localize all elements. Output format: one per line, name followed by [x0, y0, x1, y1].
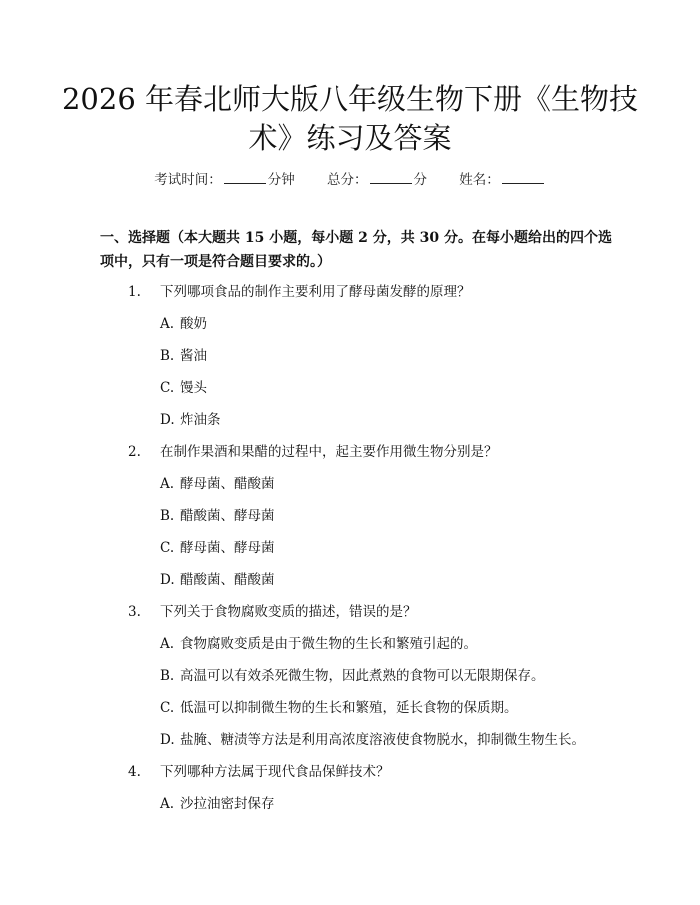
option-letter: B.: [160, 668, 175, 684]
question-number: 3.: [128, 604, 141, 620]
question-text: 在制作果酒和果醋的过程中，起主要作用微生物分别是？: [160, 444, 498, 460]
option-letter: A.: [160, 636, 175, 652]
question-1: [0, 276, 700, 308]
section-heading: 一、选择题（本大题共 15 小题，每小题 2 分，共 30 分。在每小题给出的四个选项中，只有一项是符合题目要求的。）: [100, 230, 612, 270]
option-text: 酵母菌、酵母菌: [180, 540, 275, 556]
question-text: 下列哪项食品的制作主要利用了酵母菌发酵的原理？: [160, 284, 471, 300]
name-label: 姓名：: [459, 172, 500, 188]
option-letter: D.: [160, 412, 175, 428]
answer-option: [0, 340, 700, 372]
option-letter: C.: [160, 380, 175, 396]
title-line-1: 2026 年春北师大版八年级生物下册《生物技: [61, 82, 639, 116]
title-line-2: 术》练习及答案: [248, 121, 452, 155]
exam-time-blank: [224, 171, 266, 184]
total-score-field: [327, 168, 427, 188]
option-text: 馒头: [180, 380, 207, 396]
total-score-unit: 分: [413, 172, 427, 188]
answer-option: [0, 564, 700, 596]
option-text: 醋酸菌、酵母菌: [180, 508, 275, 524]
page-title: [60, 80, 640, 158]
answer-option: [0, 532, 700, 564]
name-blank: [502, 171, 544, 184]
option-text: 酵母菌、醋酸菌: [180, 476, 275, 492]
option-letter: C.: [160, 540, 175, 556]
answer-option: [0, 468, 700, 500]
option-letter: A.: [160, 476, 175, 492]
answer-option: [0, 628, 700, 660]
question-number: 4.: [128, 764, 141, 780]
exam-time-label: 考试时间：: [154, 172, 222, 188]
question-2: [0, 436, 700, 468]
answer-option: [0, 308, 700, 340]
name-field: [459, 168, 546, 188]
option-text: 盐腌、糖渍等方法是利用高浓度溶液使食物脱水，抑制微生物生长。: [180, 732, 585, 748]
answer-option: [0, 404, 700, 436]
answer-option: [0, 500, 700, 532]
total-score-label: 总分：: [327, 172, 368, 188]
option-letter: A.: [160, 316, 175, 332]
option-text: 沙拉油密封保存: [180, 796, 275, 812]
question-list: [0, 276, 700, 820]
answer-option: [0, 692, 700, 724]
option-letter: D.: [160, 572, 175, 588]
option-text: 醋酸菌、醋酸菌: [180, 572, 275, 588]
question-text: 下列哪种方法属于现代食品保鲜技术？: [160, 764, 390, 780]
option-text: 食物腐败变质是由于微生物的生长和繁殖引起的。: [180, 636, 477, 652]
answer-option: [0, 660, 700, 692]
question-4: [0, 756, 700, 788]
exam-info-row: [0, 168, 700, 188]
option-text: 炸油条: [180, 412, 221, 428]
question-number: 1.: [128, 284, 141, 300]
total-score-blank: [370, 171, 412, 184]
option-text: 酱油: [180, 348, 207, 364]
question-number: 2.: [128, 444, 141, 460]
option-letter: A.: [160, 796, 175, 812]
option-letter: D.: [160, 732, 175, 748]
question-text: 下列关于食物腐败变质的描述，错误的是？: [160, 604, 417, 620]
option-letter: C.: [160, 700, 175, 716]
option-text: 酸奶: [180, 316, 207, 332]
option-letter: B.: [160, 348, 175, 364]
exam-time-field: [154, 168, 295, 188]
option-letter: B.: [160, 508, 175, 524]
answer-option: [0, 724, 700, 756]
answer-option: [0, 372, 700, 404]
exam-time-unit: 分钟: [267, 172, 295, 188]
option-text: 高温可以有效杀死微生物，因此煮熟的食物可以无限期保存。: [180, 668, 545, 684]
question-3: [0, 596, 700, 628]
answer-option: [0, 788, 700, 820]
option-text: 低温可以抑制微生物的生长和繁殖，延长食物的保质期。: [180, 700, 518, 716]
